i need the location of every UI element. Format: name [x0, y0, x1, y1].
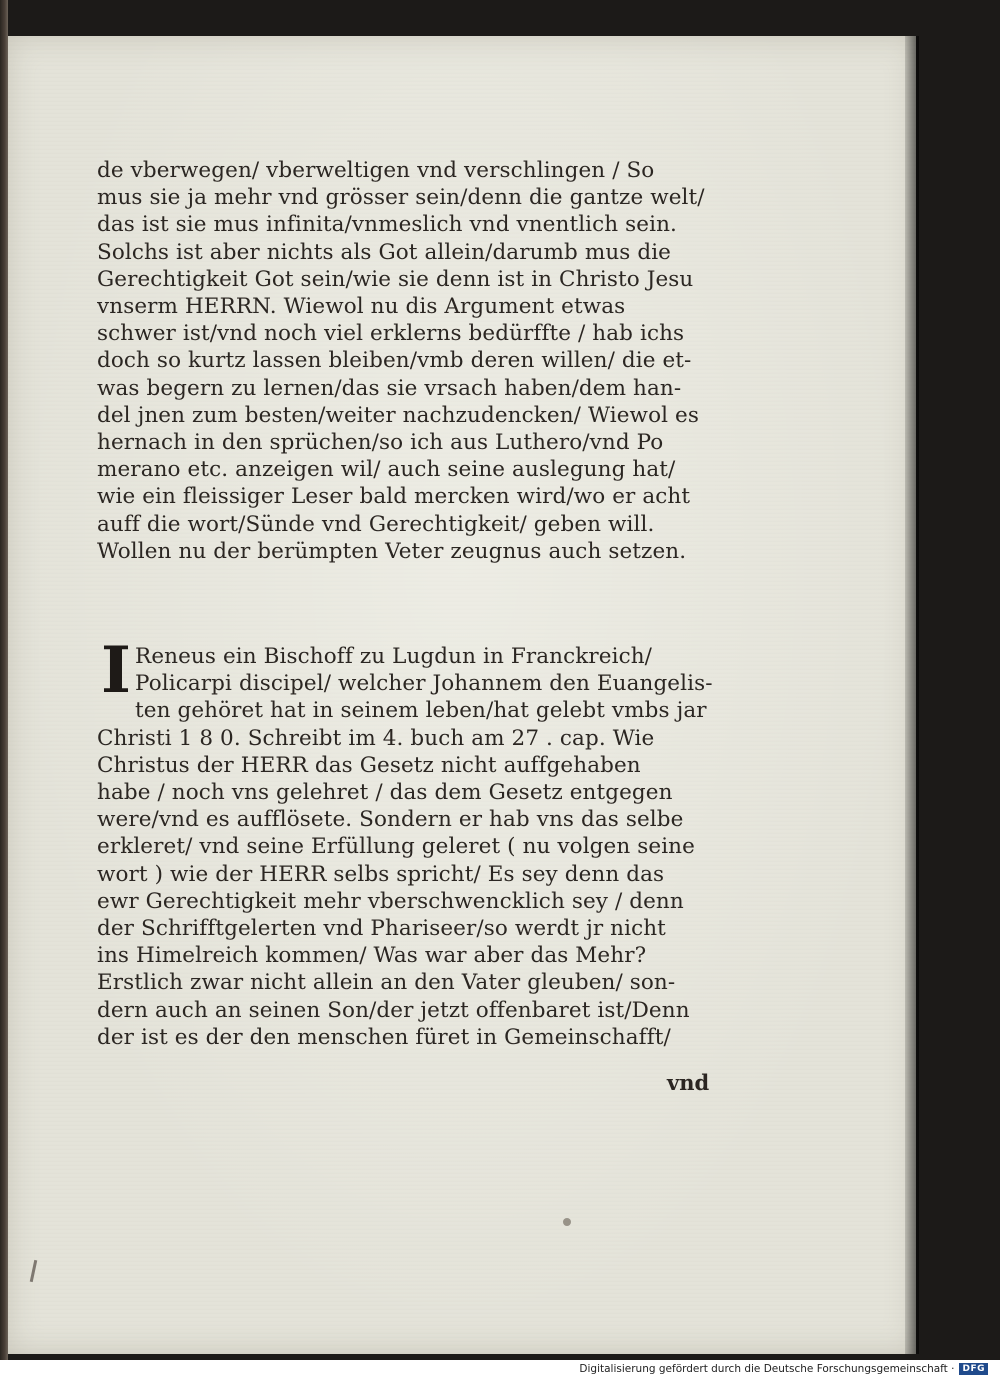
text-line: Christi 1 8 0. Schreibt im 4. buch am 27 . cap. Wie: [97, 725, 655, 751]
text-block-continuation: [97, 157, 722, 565]
text-line: were/vnd es aufflösete. Sondern er hab vns das selbe: [97, 807, 684, 833]
text-line: dern auch an seinen Son/der jetzt offenbaret ist/Denn: [97, 997, 690, 1023]
text-line: Reneus ein Bischoff zu Lugdun in Franckreich/: [135, 644, 652, 669]
text-line: habe / noch vns gelehret / das dem Gesetz entgegen: [97, 780, 673, 806]
text-line: de vberwegen/ vberweltigen vnd verschlingen / So: [97, 158, 655, 183]
text-line: der Schrifftgelerten vnd Phariseer/so werdt jr nicht: [97, 916, 666, 942]
text-line: merano etc. anzeigen wil/ auch seine auslegung hat/: [97, 457, 676, 483]
funding-footer: [579, 1362, 988, 1376]
dfg-logo[interactable]: DFG: [959, 1363, 988, 1375]
text-line: was begern zu lernen/das sie vrsach haben/dem han-: [97, 375, 682, 401]
book-spine-edge: [0, 0, 8, 1360]
text-line: Policarpi discipel/ welcher Johannem den Euangelis-: [135, 671, 713, 697]
text-line: ten gehöret hat in seinem leben/hat gelebt vmbs jar: [135, 698, 707, 724]
page-edge-shadow: [905, 36, 919, 1354]
text-line: wie ein fleissiger Leser bald mercken wird/wo er acht: [97, 484, 691, 510]
text-line: doch so kurtz lassen bleiben/vmb deren willen/ die et-: [97, 348, 692, 374]
text-line: hernach in den sprüchen/so ich aus Luthero/vnd Po: [97, 430, 664, 456]
text-line: Wollen nu der berümpten Veter zeugnus auch setzen.: [97, 538, 687, 564]
drop-initial: I: [101, 633, 132, 708]
text-line: Solchs ist aber nichts als Got allein/darumb mus die: [97, 239, 671, 265]
text-line: das ist sie mus infinita/vnmeslich vnd vnentlich sein.: [97, 212, 677, 238]
text-line: der ist es der den menschen füret in Gemeinschafft/: [97, 1024, 671, 1050]
text-line: mus sie ja mehr vnd grösser sein/denn die gantze welt/: [97, 185, 705, 211]
text-line: del jnen zum besten/weiter nachzudencken/ Wiewol es: [97, 402, 699, 428]
footer-text: Digitalisierung gefördert durch die Deutsche Forschungsgemeinschaft ·: [579, 1363, 955, 1375]
text-line: ins Himelreich kommen/ Was war aber das Mehr?: [97, 943, 647, 969]
text-line: Gerechtigkeit Got sein/wie sie denn ist in Christo Jesu: [97, 266, 694, 292]
text-line: auff die wort/Sünde vnd Gerechtigkeit/ geben will.: [97, 511, 655, 537]
text-line: ewr Gerechtigkeit mehr vberschwencklich sey / denn: [97, 888, 684, 914]
text-block-ireneus: [97, 633, 722, 1051]
text-line: wort ) wie der HERR selbs spricht/ Es sey denn das: [97, 861, 665, 887]
paper-stain: [563, 1218, 571, 1226]
text-line: schwer ist/vnd noch viel erklerns bedürffte / hab ichs: [97, 321, 685, 347]
text-line: erkleret/ vnd seine Erfüllung geleret ( nu volgen seine: [97, 834, 695, 860]
text-line: Christus der HERR das Gesetz nicht auffgehaben: [97, 752, 641, 778]
text-line: Erstlich zwar nicht allein an den Vater gleuben/ son-: [97, 970, 676, 996]
catchword: vnd: [667, 1070, 710, 1095]
text-line: vnserm HERRN. Wiewol nu dis Argument etwas: [97, 294, 626, 320]
